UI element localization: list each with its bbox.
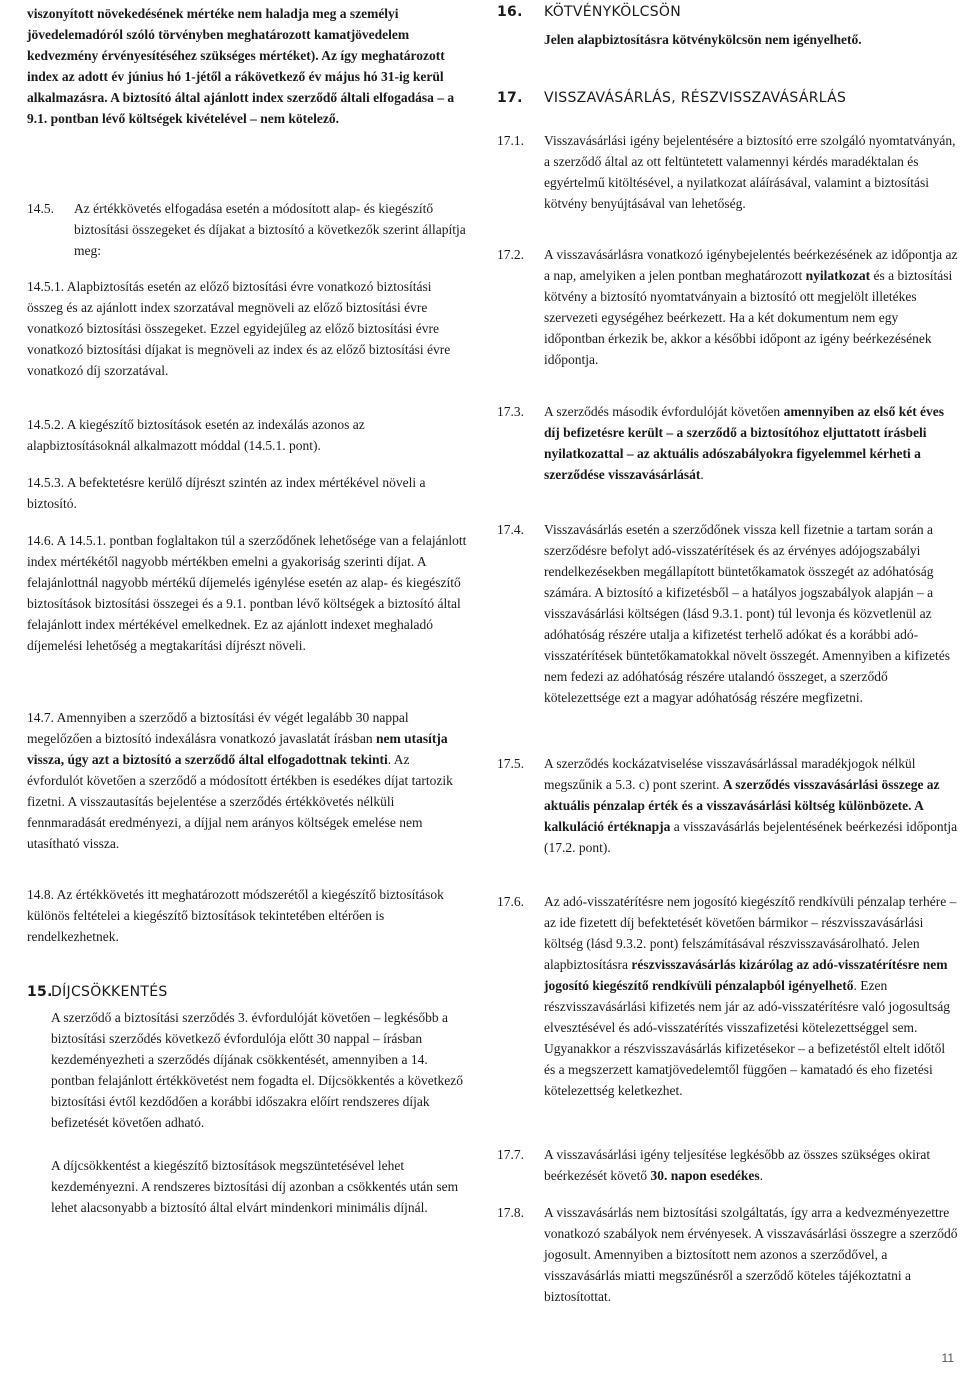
section-number: 17.1. bbox=[497, 133, 524, 148]
section-text: A visszavásárlás nem biztosítási szolgáltatás, így arra a kedvezményezettre vonatkozó szabályok nem érvényesek. A visszavásárlási összegre a szerződő jogosult. Amennyiben a biztosított nem azonos a szerződővel, a visszavásárlás miatti megszűnésről a szerződő köteles tájékoztatni a biztosítottat. bbox=[544, 1205, 958, 1304]
section-number: 17.7. bbox=[497, 1147, 524, 1162]
section-text: A szerződés kockázatviselése visszavásárlással maradékjogok nélkül megszűnik a 5.3. c) pont szerint. bbox=[544, 756, 916, 792]
section-14-5-2 bbox=[27, 414, 467, 456]
section-14-5 bbox=[27, 198, 467, 261]
section-16-paragraph: Jelen alapbiztosításra kötvénykölcsön nem igényelhető. bbox=[544, 32, 862, 47]
section-text: Visszavásárlás esetén a szerződőnek vissza kell fizetnie a tartam során a szerződésre befolyt adó-visszatérítések és az érvényes adójogszabályi rendelkezésekben megállapított büntetőkamatok összegét az adóhatóság számára. A biztosító a kifizetésből – a hatályos jogszabályok alapján – a visszavásárlási költségen (lásd 9.3.1. pont) túl levonja és közvetlenül az adóhatóság részére utalja a kifizetést terhelő adókat és a korábbi adó-visszatérítések büntetőkamatokkal növelt összegét. Amennyiben a kifizetés nem fedezi az adóhatóság részére utalandó összeget, a szerződő kötelezettsége ezt a magyar adóhatóság részére megfizetni. bbox=[544, 522, 951, 705]
heading-number: 15. bbox=[27, 984, 53, 1000]
section-number: 14.5.2. bbox=[27, 417, 65, 432]
section-text-bold: 30. napon esedékes bbox=[650, 1168, 760, 1183]
section-text-bold: nem utasítja vissza, úgy azt a biztosító a szerződő által elfogadottnak tekinti bbox=[27, 731, 448, 767]
section-text: Amennyiben a szerződő a biztosítási év végét legalább 30 nappal megelőzően a biztosító indexálásra vonatkozó javaslatát írásban bbox=[27, 710, 409, 746]
section-text: és a biztosítási kötvény a biztosító nyomtatványain a biztosító ott megjelölt illetékes szervezeti egységéhez beérkezett. Ha a két dokumentum nem egy időpontban érkezik be, akkor a későbbi időpont az igény beérkezésének időpontja. bbox=[544, 268, 953, 367]
heading-17 bbox=[497, 88, 937, 108]
section-17-4 bbox=[497, 519, 958, 708]
section-14-5-3 bbox=[27, 472, 467, 514]
section-text: . bbox=[700, 467, 704, 482]
section-number: 14.5. bbox=[27, 201, 54, 216]
section-17-8 bbox=[497, 1202, 958, 1307]
section-number: 14.5.1. bbox=[27, 279, 65, 294]
heading-title: DÍJCSÖKKENTÉS bbox=[51, 984, 168, 1000]
section-number: 17.6. bbox=[497, 894, 524, 909]
section-17-5 bbox=[497, 753, 958, 858]
section-number: 14.8. bbox=[27, 887, 54, 902]
heading-title: KÖTVÉNYKÖLCSÖN bbox=[544, 4, 682, 20]
section-text: Az értékkövetés elfogadása esetén a módosított alap- és kiegészítő biztosítási összegeket és díjakat a biztosító a következők szerint állapítja meg: bbox=[74, 201, 466, 258]
section-text-bold: A szerződés visszavásárlási összege az aktuális pénzalap érték és a visszavásárlási költség különbözete. A kalkuláció értéknapja bbox=[544, 777, 940, 834]
section-text: Visszavásárlási igény bejelentésére a biztosító erre szolgáló nyomtatványán, a szerződő által az ott feltüntetett valamennyi kérdés maradéktalan és egyértelmű kitöltésével, a nyilatkozat aláírásával, valamint a biztosítási kötvény benyújtásával van lehetőség. bbox=[544, 133, 956, 211]
section-text: A befektetésre kerülő díjrészt szintén az index mértékével növeli a biztosító. bbox=[27, 475, 426, 511]
section-text-bold: nyilatkozat bbox=[805, 268, 871, 283]
section-text: A visszavásárlási igény teljesítése legkésőbb az összes szükséges okirat beérkezését követő bbox=[544, 1147, 931, 1183]
section-number: 17.2. bbox=[497, 247, 524, 262]
intro-paragraph: viszonyított növekedésének mértéke nem haladja meg a személyi jövedelemadóról szóló törvényben meghatározott kamatjövedelem kedvezmény érvényesítéséhez szükséges mértéket). Az így meghatározott index az adott év június hó 1-jétől a rákövetkező év május hó 31-ig kerül alkalmazásra. A biztosító által ajánlott index szerződő általi elfogadása – a 9.1. pontban lévő költségek kivételével – nem kötelező. bbox=[27, 6, 455, 126]
section-text: A kiegészítő biztosítások esetén az indexálás azonos az alapbiztosításoknál alkalmazott móddal (14.5.1. pont). bbox=[27, 417, 365, 453]
section-number: 14.7. bbox=[27, 710, 54, 725]
section-15-paragraph-2: A díjcsökkentést a kiegészítő biztosítások megszüntetésével lehet kezdeményezni. A rendszeres biztosítási díj azonban a csökkentés után sem lehet alacsonyabb a biztosító által elvárt mindenkori minimális díjnál. bbox=[51, 1158, 459, 1215]
section-text: Az adó-visszatérítésre nem jogosító kiegészítő rendkívüli pénzalap terhére – az ide fizetett díj befektetését követően bármikor – részvisszavásárlási költség (lásd 9.3.2. pont) felszámításával részvisszavásárolható. Jelen alapbiztosításra bbox=[544, 894, 957, 972]
section-number: 17.8. bbox=[497, 1205, 524, 1220]
section-text: a visszavásárlás bejelentésének beérkezési időpontja (17.2. pont). bbox=[544, 819, 958, 855]
heading-title: VISSZAVÁSÁRLÁS, RÉSZVISSZAVÁSÁRLÁS bbox=[544, 90, 847, 106]
heading-16 bbox=[497, 2, 937, 22]
section-text: A szerződés második évfordulóját követően bbox=[544, 404, 784, 419]
heading-15 bbox=[27, 982, 467, 1002]
section-text-bold: amennyiben az első két éves díj befizetésre került – a szerződő a biztosítóhoz eljuttatott írásbeli nyilatkozattal – az aktuális adószabályokra figyelemmel kérheti a szerződése visszavásárlását bbox=[544, 404, 945, 482]
section-number: 17.5. bbox=[497, 756, 524, 771]
section-14-8 bbox=[27, 884, 467, 947]
heading-number: 17. bbox=[497, 90, 523, 106]
section-15-paragraph-1: A szerződő a biztosítási szerződés 3. évfordulóját követően – legkésőbb a biztosítási szerződés következő évfordulója előtt 30 nappal – írásban kezdeményezheti a szerződés díjának csökkentését, amennyiben a 14. pontban felajánlott értékkövetést nem fogadta el. Díjcsökkentés a következő biztosítási évtől kezdődően a korábbi időszakra előírt rendszeres díjak befizetését követően adható. bbox=[51, 1010, 463, 1130]
section-text: . bbox=[759, 1168, 763, 1183]
section-number: 17.4. bbox=[497, 522, 524, 537]
section-text-bold: részvisszavásárlás kizárólag az adó-visszatérítésre nem jogosító kiegészítő rendkívüli pénzalapból igényelhető bbox=[544, 957, 948, 993]
heading-number: 16. bbox=[497, 4, 523, 20]
section-number: 14.6. bbox=[27, 533, 54, 548]
section-text: Az értékkövetés itt meghatározott módszerétől a kiegészítő biztosítások különös feltételei a kiegészítő biztosítások tekintetében eltérően is rendelkezhetnek. bbox=[27, 887, 444, 944]
section-14-5-1 bbox=[27, 276, 467, 381]
section-text: A visszavásárlásra vonatkozó igénybejelentés beérkezésének az időpontja az a nap, amelyiken a jelen pontban meghatározott bbox=[544, 247, 958, 283]
section-text: . Ezen részvisszavásárlási kifizetés nem jár az adó-visszatérítésre való jogosultság elvesztésével és adó-visszatérítés visszafizetési kötelezettséggel sem. Ugyanakkor a részvisszavásárlás kifizetésekor – a befizetéstől eltelt időtől és a megszerzett kamatjövedelemtől függően – kamatadó és eho fizetési kötelezettség keletkezhet. bbox=[544, 978, 950, 1098]
section-number: 17.3. bbox=[497, 404, 524, 419]
section-17-3 bbox=[497, 401, 958, 485]
section-text: . Az évfordulót követően a szerződő a módosított értékben is esedékes díjat tartozik fizetni. A visszautasítás bejelentése a szerződés értékkövetés nélküli fennmaradását eredményezi, a díjjal nem arányos költségek emelése nem utasítható vissza. bbox=[27, 752, 453, 851]
section-17-1 bbox=[497, 130, 958, 214]
section-number: 14.5.3. bbox=[27, 475, 65, 490]
section-text: Alapbiztosítás esetén az előző biztosítási évre vonatkozó biztosítási összeg és az ajánlott index szorzatával megnöveli az előző biztosítási évre vonatkozó biztosítási összegeket. Ezzel egyidejűleg az előző biztosítási évre vonatkozó biztosítási díjakat is megnöveli az index és az előző biztosítási évre vonatkozó díj szorzatával. bbox=[27, 279, 451, 378]
section-14-6 bbox=[27, 530, 467, 656]
section-17-7 bbox=[497, 1144, 958, 1186]
section-17-2 bbox=[497, 244, 958, 370]
section-17-6 bbox=[497, 891, 958, 1101]
page-number: 11 bbox=[941, 1351, 954, 1365]
section-14-7 bbox=[27, 707, 467, 854]
section-text: A 14.5.1. pontban foglaltakon túl a szerződőnek lehetősége van a felajánlott index mértékétől nagyobb mértékben emelni a gyakoriság szerinti díjat. A felajánlottnál nagyobb mértékű díjemelés igénylése esetén az alap- és kiegészítő biztosítások biztosítási összegei és a 9.1. pontban lévő költségek a biztosító által felajánlott index mértékével emelkednek. Ez az ajánlott indexet meghaladó díjemelési lehetőség a megtakarítási díjrészt növeli. bbox=[27, 533, 467, 653]
